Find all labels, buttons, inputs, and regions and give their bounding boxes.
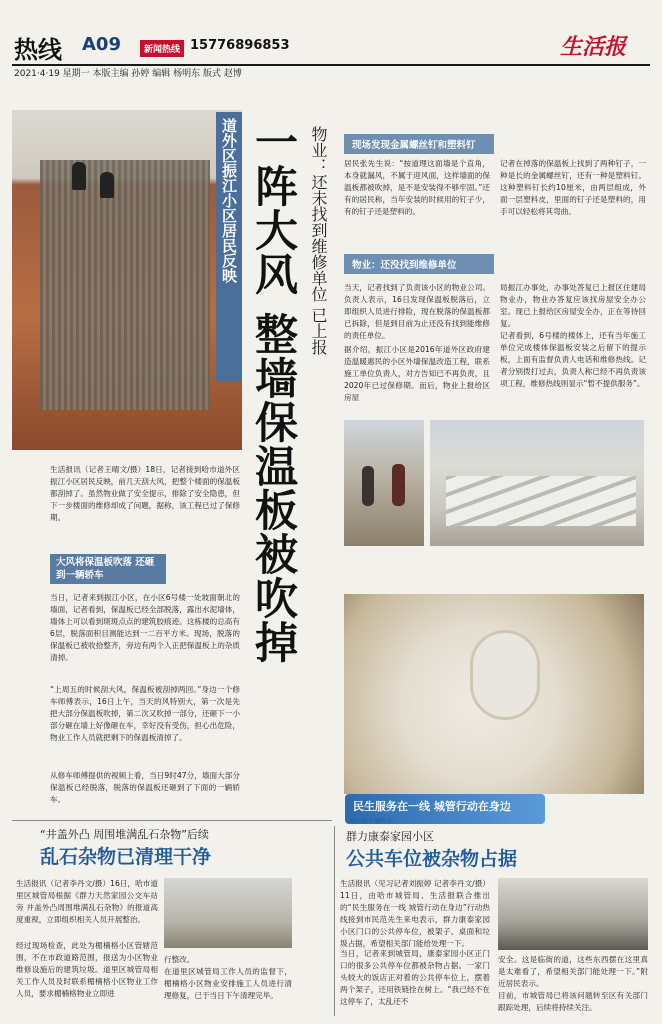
cleanup-photo: [164, 878, 292, 948]
panel-pile: [446, 476, 636, 526]
story2-para4: 在道里区城管局工作人员的监督下，楣楠格小区物业安排施工人员进行清理修复，已于当日下午清理完毕。: [164, 967, 292, 1000]
story1-para4: 居民张先生说：“按道理这面墙是个直角，本身就漏风，不属于迎风面，这样墙面的保温板都被吹掉，是不是安装得不够牢固。”还有的居民称，当年安装的时候用的钉子少，有的钉子还是塑料的。: [344, 159, 490, 216]
campaign-title: 民生服务在一线 城管行动在身边: [353, 800, 511, 813]
parking-photo: [498, 878, 648, 950]
story1-para2: “上周五的时候刮大风，保温板被刮掉两回。”身边一个修车师傅表示，16日上午，当天的风特别大，第一次是先把大部分保温板吹掉，第二次又吹掉一部分，还砸下一小部分砸在墙上好像砸在车，幸好没有受伤，担心出危险，物业工作人员就把剩下的保温板清掉了。: [50, 685, 240, 742]
page-number: A09: [82, 34, 121, 55]
resident-figure-2: [392, 464, 405, 506]
story2-kicker: “井盖外凸 周围堆满乱石杂物”后续: [40, 828, 209, 841]
story1-para7: 据介绍，振江小区是2016年道外区政府建造温暖惠民的小区外墙保温改造工程，联系施工单位负责人，对方告知已不再负责，且2020年已过保修期。而后，物业上报给区房屋: [344, 345, 490, 402]
story1-subhead: 物业：还未找到维修单位 已上报: [309, 126, 328, 356]
story1-para1: 当日，记者来到振江小区，在小区6号楼一处坡面朝北的墙面，记者看到，保温板已经全部脱落，露出水泥墙体，墙体上可以看到斑斑点点的建筑胶痕迹。这栋楼的总高有6层，脱落面积目测能达到一二百平方米。现场，脱落的保温板已被收拾整齐，旁边有两个人正把保温板上的杂质清掉。: [50, 593, 240, 662]
brand-logo: 生活报: [560, 34, 627, 60]
story1-kicker: 道外区振江小区居民反映: [216, 112, 242, 382]
hotline-phone: 15776896853: [190, 38, 290, 53]
story3-para2: 当日，记者来到城管局，康泰家园小区正门口的很多公共停车位都被杂物占据。一家门头较大的饭店正对着的公共停车位上，摆着两个架子，还用铁链拴在树上。“我已经不在这停车了，太乱还不: [340, 949, 490, 1006]
story1-lead: 生活报讯（记者王晴文/摄）18日，记者接到哈市道外区振江小区居民反映，前几天刮大风，把整个楼面的保温板都刮掉了。虽然物业做了安全提示，排除了安全隐患，但下一步楼面的维修却成了问题，据称，该工程已过了保修期。: [50, 465, 240, 522]
story3-para3: 安全。这是临街的道，这些东西摆在这里真是太难看了，希望相关部门能处理一下。”附近居民表示。: [498, 955, 648, 988]
resident-figure-1: [362, 466, 374, 506]
story1-banner-wind: 大风将保温板吹落 还砸到一辆轿车: [50, 554, 166, 584]
story2-headline: 乱石杂物已清理干净: [40, 846, 212, 868]
worker-silhouette-1: [72, 162, 86, 190]
masthead: [0, 0, 662, 78]
story2-para1: 生活报讯（记者李丹文/摄）16日，哈市道里区城管局根据《群力天然家园公交车站旁 井盖外凸周围堆满乱石杂物》的报道高度重视，立即组织相关人员开展整治。: [16, 879, 158, 924]
story3-para4: 目前，市城管局已将该问题转至区有关部门跟踪处理，后续将持续关注。: [498, 991, 648, 1012]
story2-para3: 行整改。: [164, 955, 195, 964]
issue-meta: 2021·4·19 星期一 本版主编 孙婷 编辑 杨明东 版式 赵博: [14, 69, 242, 79]
nail-closeup: [470, 630, 540, 720]
story1-para8: 局振江办事处，办事处答复已上报区住建局物业办，物业办答复应该找房屋安全办公室。现已上报给区房屋安全办，正在等待回复。: [500, 283, 646, 328]
section-divider: [12, 820, 332, 821]
story1-para6: 当天，记者找到了负责该小区的物业公司。负责人表示，16日发现保温板脱落后，立即组织人员进行排险，现在脱落的保温板都已拆除，但是到目前为止还没有找到能维修的责任单位。: [344, 283, 490, 340]
story1-headline: 一阵大风 整墙保温板被吹掉: [248, 120, 298, 664]
story1-para3: 从修车师傅提供的视频上看，当日9时47分，墙面大部分保温板已经脱落，脱落的保温板还砸到了下面的一辆轿车。: [50, 771, 240, 804]
residents-photo: [344, 420, 424, 546]
story3-kicker: 群力康泰家园小区: [346, 830, 434, 843]
column-divider: [334, 826, 335, 1016]
exposed-wall-photo: [40, 160, 210, 410]
story1-para5: 记者在掉落的保温板上找到了两种钉子，一种是长的金属螺丝钉，还有一种是塑料钉。这种塑料钉长约10厘米，由两层组成，外面一层塑料皮，里面的钉子还是塑料的，用手可以轻松将其弯曲。: [500, 159, 646, 216]
story3-para1: 生活报讯（见习记者刘振婷 记者李丹文/摄）11日，由哈市城管局、生活报联合推出的“民生服务在一线 城管行动在身边”行动热线接到市民范先生来电表示，群力康泰家园小区门口的公共停车位，被架子、桌面和垃圾占据，希望相关部门能给处理一下。: [340, 879, 490, 948]
section-title: 热线: [14, 35, 62, 64]
story1-banner-nails: 现场发现金属螺丝钉和塑料钉: [344, 134, 494, 154]
story3-headline: 公共车位被杂物占据: [346, 848, 518, 870]
story1-para9: 记者看到，6号楼的楼体上，还有当年施工单位完成楼体保温板安装之后留下的提示板，上面有监督负责人电话和维修热线。记者分别拨打过去，负责人称已经不再负责该项工程，维修热线则显示“暂不提供服务”。: [500, 331, 646, 388]
story2-para2: 经过现场检查，此处为楣楠格小区管辖范围，不在市政道路范围，报送为小区物业维修设施后的建筑垃圾。道里区城管局相关工作人员及时联系楣楠格小区物业工作人员，要求楣楠格物业立即进: [16, 941, 158, 998]
story1-banner-property: 物业：还没找到维修单位: [344, 254, 494, 274]
hotline-badge: 新闻热线: [140, 40, 184, 57]
worker-silhouette-2: [100, 172, 114, 198]
campaign-subtitle: 哈尔滨市城管局: [350, 818, 393, 825]
